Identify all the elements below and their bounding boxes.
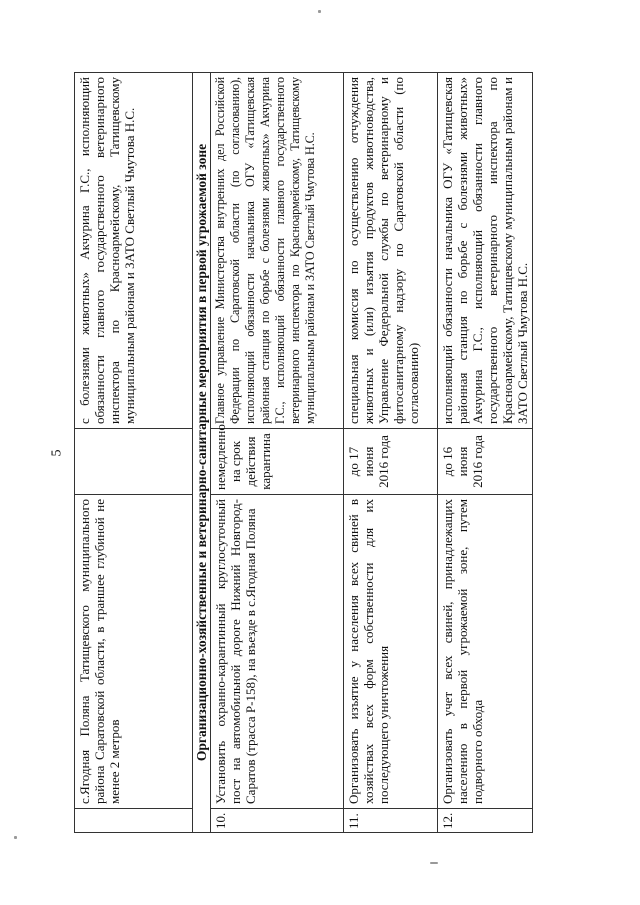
term-text: до 16 июня 2016 года [438,429,533,495]
term-text [75,429,193,495]
section-header-row [193,73,211,833]
scan-speck [430,862,438,864]
row-number: 11. [344,809,438,833]
table-row [344,73,438,833]
table-row [438,73,533,833]
measure-text: с.Ягодная Поляна Татищевского муниципального района Саратовской области, в траншее глубиной не менее 2 метров [75,495,193,809]
row-number: 12. [438,809,533,833]
scan-speck [14,836,17,839]
table-row [211,73,344,833]
measure-text: Организовать изъятие у населения всех свиней в хозяйствах всех форм собственности для их последующего уничтожения [344,495,438,809]
page-number: 5 [49,449,65,457]
term-text: немедленно на срок действия карантина [211,429,344,495]
measure-text: Организовать учет всех свиней, принадлежащих населению в первой угрожаемой зоне, путем подворного обхода [438,495,533,809]
measures-table [74,72,533,833]
responsible-text: специальная комиссия по осуществлению отчуждения животных и (или) изъятия продуктов животноводства, Управление Федеральной службы по ветеринарному и фитосанитарному надзору по Саратовской области (по согласованию) [344,73,438,429]
row-number: 10. [211,809,344,833]
term-text: до 17 июня 2016 года [344,429,438,495]
table-row-continuation [75,73,193,833]
section-title: Организационно-хозяйственные и ветеринарно-санитарные мероприятия в первой угрожаемой зоне [193,73,211,833]
document-rotated-page [74,73,530,833]
responsible-text: с болезнями животных» Акчурина Г.С., исполняющий обязанности главного государственного ветеринарного инспектора по Красноармейскому, Татищевскому муниципальным районам и ЗАТО Светлый Чмутова Н.С. [75,73,193,429]
responsible-text: исполняющий обязанности начальника ОГУ «Татищевская районная станция по борьбе с болезнями животных» Акчурина Г.С., исполняющий обязанности главного государственного ветеринарного инспектора по Красноармейскому, Татищевскому муниципальным районам и ЗАТО Светлый Чмутова Н.С. [438,73,533,429]
responsible-text: Главное управление Министерства внутренних дел Российской Федерации по Саратовской области (по согласованию), исполняющий обязанности начальника ОГУ «Татищевская районная станция по борьбе с болезнями животных» Акчурина Г.С., исполняющий обязанности главного государственного ветеринарного инспектора по Красноармейскому, Татищевскому муниципальным районам и ЗАТО Светлый Чмутова Н.С. [211,73,344,429]
row-number [75,809,193,833]
scan-speck [318,10,321,13]
measure-text: Установить охранно-карантинный круглосуточный пост на автомобильной дороге Нижний Новгород-Саратов (трасса Р-158), на въезде в с.Ягодная Поляна [211,495,344,809]
